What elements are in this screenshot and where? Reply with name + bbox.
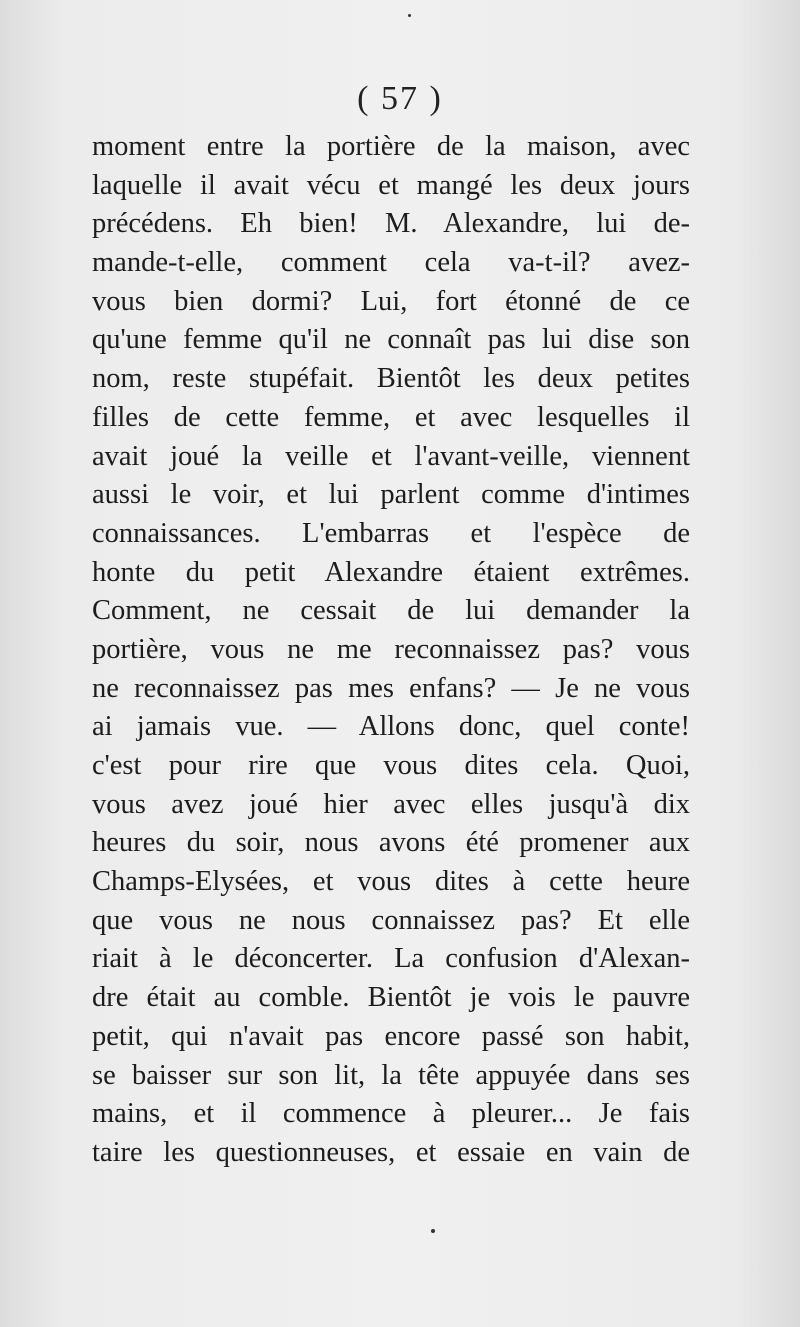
- text-line: vous bien dormi? Lui, fort étonné de ce: [92, 285, 690, 317]
- text-line: portière, vous ne me reconnaissez pas? vous: [92, 633, 690, 665]
- paper-speck: [431, 1229, 435, 1233]
- text-line: Champs-Elysées, et vous dites à cette heure: [92, 866, 690, 898]
- text-line: mande-t-elle, comment cela va-t-il? avez-: [92, 247, 690, 279]
- text-line: heures du soir, nous avons été promener aux: [92, 827, 690, 859]
- text-line: Comment, ne cessait de lui demander la: [92, 595, 690, 627]
- text-line: honte du petit Alexandre étaient extrêmes.: [92, 556, 690, 588]
- body-text: [92, 128, 690, 1173]
- text-line: moment entre la portière de la maison, avec: [92, 131, 690, 162]
- text-line: taire les questionneuses, et essaie en vain de: [92, 1136, 690, 1168]
- text-line: que vous ne nous connaissez pas? Et elle: [92, 904, 690, 936]
- page-number: ( 57 ): [357, 80, 443, 117]
- text-line: c'est pour rire que vous dites cela. Quoi,: [92, 750, 690, 781]
- text-line: ne reconnaissez pas mes enfans? — Je ne vous: [92, 672, 690, 704]
- text-line: vous avez joué hier avec elles jusqu'à dix: [92, 788, 690, 820]
- text-line: mains, et il commence à pleurer... Je fais: [92, 1098, 690, 1130]
- text-line: se baisser sur son lit, la tête appuyée dans ses: [92, 1059, 690, 1091]
- paper-speck: [408, 14, 411, 17]
- text-line: filles de cette femme, et avec lesquelles il: [92, 401, 690, 433]
- text-line: riait à le déconcerter. La confusion d'Alexan-: [92, 943, 690, 975]
- text-line: avait joué la veille et l'avant-veille, viennent: [92, 440, 690, 472]
- text-line: laquelle il avait vécu et mangé les deux jours: [92, 169, 690, 201]
- text-line: ai jamais vue. — Allons donc, quel conte!: [92, 711, 690, 743]
- text-line: aussi le voir, et lui parlent comme d'intimes: [92, 479, 690, 511]
- text-line: nom, reste stupéfait. Bientôt les deux petites: [92, 363, 690, 395]
- text-line: dre était au comble. Bientôt je vois le pauvre: [92, 982, 690, 1014]
- text-line: précédens. Eh bien! M. Alexandre, lui de-: [92, 208, 690, 240]
- text-line: petit, qui n'avait pas encore passé son habit,: [92, 1020, 690, 1052]
- text-line: connaissances. L'embarras et l'espèce de: [92, 517, 690, 549]
- text-line: qu'une femme qu'il ne connaît pas lui dise son: [92, 324, 690, 356]
